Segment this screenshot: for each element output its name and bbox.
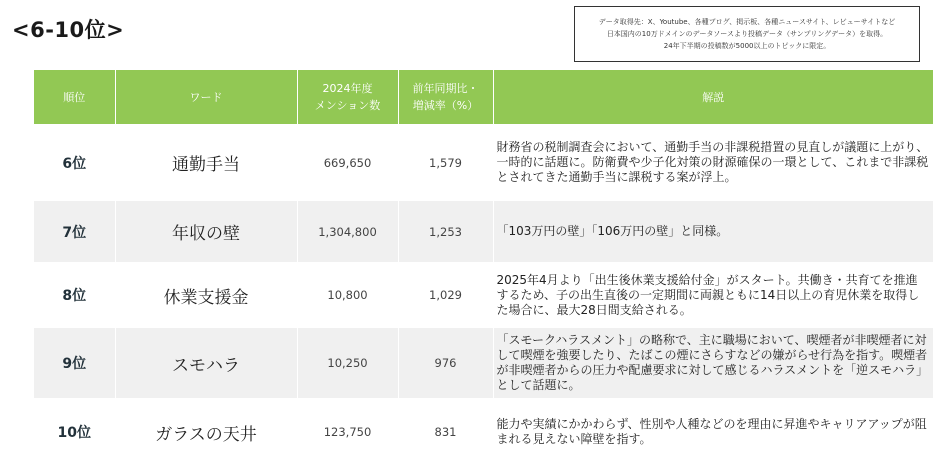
mentions-cell: 10,800 xyxy=(297,263,398,327)
note-line-1: データ取得先：X、Youtube、各種ブログ、掲示板、各種ニュースサイト、レビューサイトなど xyxy=(598,18,896,26)
description-cell: 財務省の税制調査会において、通勤手当の非課税措置の見直しが議題に上がり、一時的に話題に。防衛費や少子化対策の財源確保の一環として、これまで非課税とされてきた通勤手当に課税する案が浮上。 xyxy=(493,125,933,200)
mentions-cell: 123,750 xyxy=(297,399,398,462)
header-mentions-line2: メンション数 xyxy=(314,99,381,112)
growth-cell: 1,253 xyxy=(398,200,493,263)
word-cell: 通勤手当 xyxy=(115,125,297,200)
table-header-row xyxy=(34,70,933,125)
rank-cell: 8位 xyxy=(34,263,115,327)
ranking-table xyxy=(34,70,933,462)
header-rank: 順位 xyxy=(34,70,115,125)
growth-cell: 976 xyxy=(398,327,493,399)
table-row xyxy=(34,399,933,462)
table-row xyxy=(34,327,933,399)
table-row xyxy=(34,125,933,200)
header-mentions xyxy=(297,70,398,125)
description-cell: 「スモークハラスメント」の略称で、主に職場において、喫煙者が非喫煙者に対して喫煙を強要したり、たばこの煙にさらすなどの嫌がらせ行為を指す。喫煙者が非喫煙者からの圧力や配慮要求に対して感じるハラスメントを「逆スモハラ」として話題に。 xyxy=(493,327,933,399)
growth-cell: 1,579 xyxy=(398,125,493,200)
section-heading: <6-10位> xyxy=(12,18,125,42)
description-cell: 「103万円の壁」「106万円の壁」と同様。 xyxy=(493,200,933,263)
mentions-cell: 669,650 xyxy=(297,125,398,200)
header-growth-line2: 増減率（%） xyxy=(412,99,479,112)
header-growth-line1: 前年同期比・ xyxy=(412,82,479,95)
note-line-2: 日本国内の10万ドメインのデータソースより投稿データ（サンプリングデータ）を取得。 xyxy=(606,30,888,38)
growth-cell: 831 xyxy=(398,399,493,462)
header-mentions-line1: 2024年度 xyxy=(322,82,373,95)
table-row xyxy=(34,200,933,263)
mentions-cell: 10,250 xyxy=(297,327,398,399)
mentions-cell: 1,304,800 xyxy=(297,200,398,263)
description-cell: 能力や実績にかかわらず、性別や人種などのを理由に昇進やキャリアアップが阻まれる見えない障壁を指す。 xyxy=(493,399,933,462)
rank-cell: 10位 xyxy=(34,399,115,462)
header-growth xyxy=(398,70,493,125)
description-cell: 2025年4月より「出生後休業支援給付金」がスタート。共働き・共育てを推進するため、子の出生直後の一定期間に両親ともに14日以上の育児休業を取得した場合に、最大28日間支給される。 xyxy=(493,263,933,327)
word-cell: 休業支援金 xyxy=(115,263,297,327)
rank-cell: 7位 xyxy=(34,200,115,263)
note-line-3: 24年下半期の投稿数が5000以上のトピックに限定。 xyxy=(663,42,831,50)
rank-cell: 6位 xyxy=(34,125,115,200)
header-word: ワード xyxy=(115,70,297,125)
growth-cell: 1,029 xyxy=(398,263,493,327)
word-cell: 年収の壁 xyxy=(115,200,297,263)
data-source-note xyxy=(574,6,920,62)
rank-cell: 9位 xyxy=(34,327,115,399)
table-row xyxy=(34,263,933,327)
header-description: 解説 xyxy=(493,70,933,125)
word-cell: スモハラ xyxy=(115,327,297,399)
word-cell: ガラスの天井 xyxy=(115,399,297,462)
